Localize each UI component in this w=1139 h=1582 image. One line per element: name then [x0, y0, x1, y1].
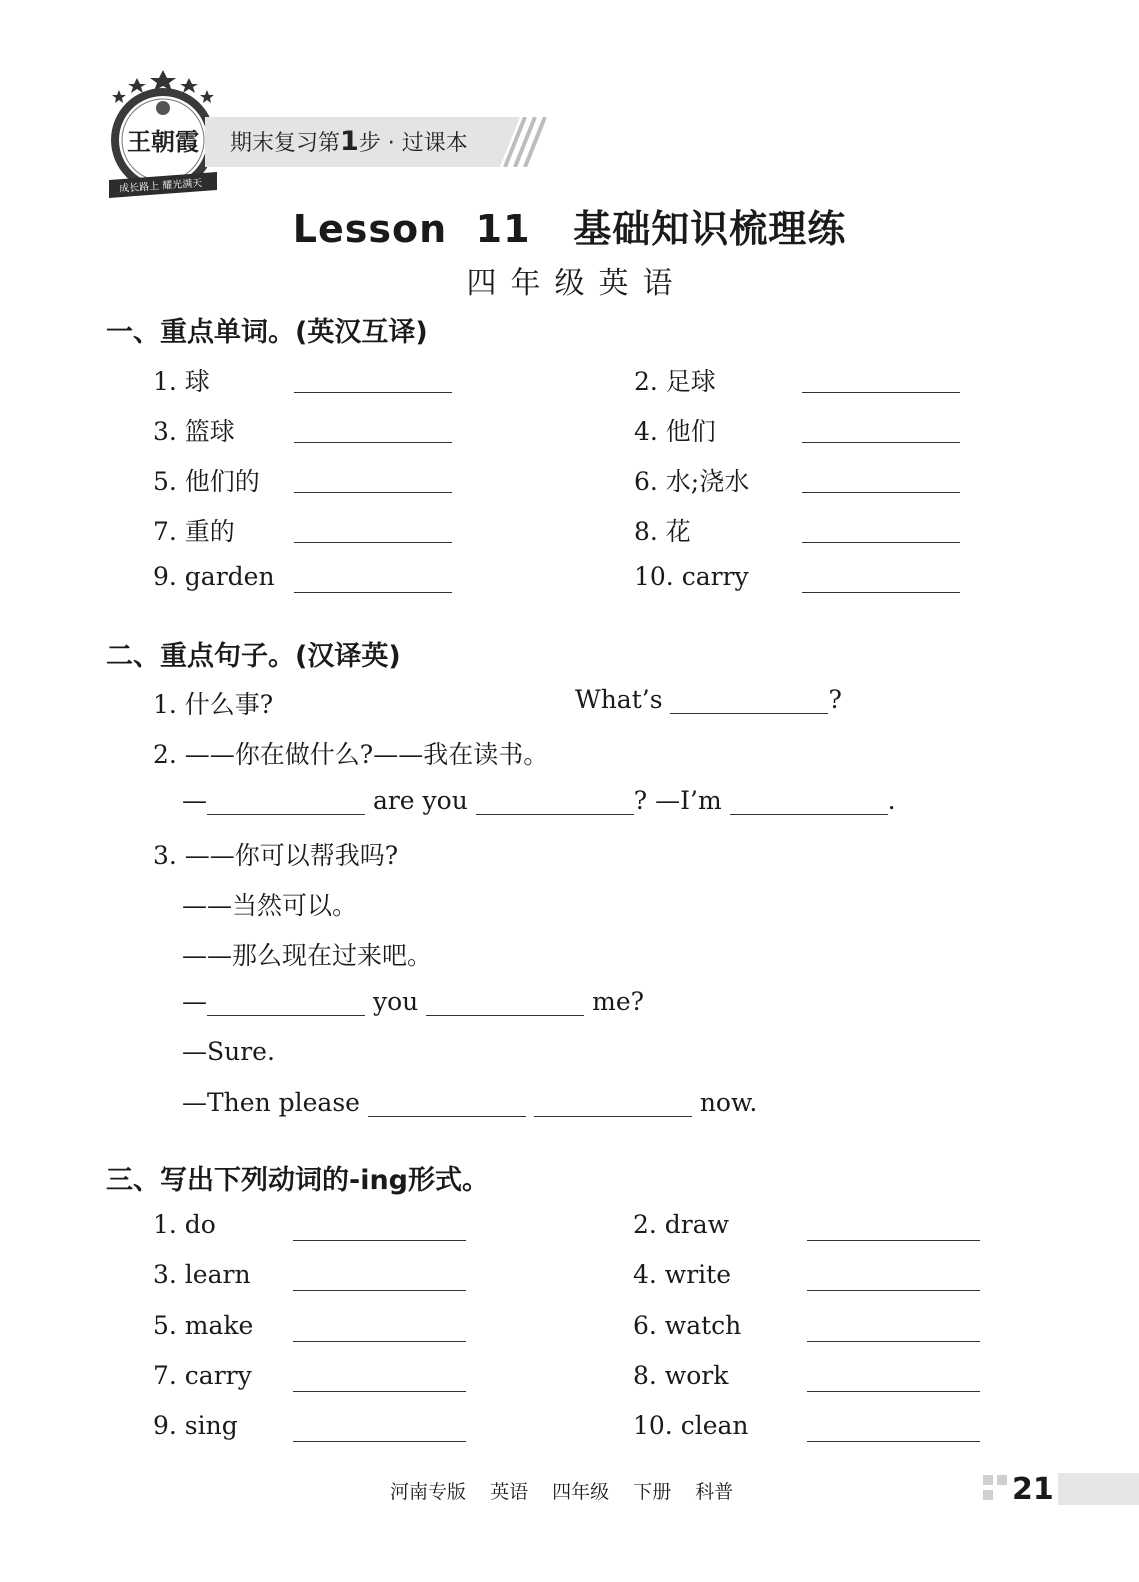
list-item: 2. draw: [633, 1210, 730, 1239]
banner-text: [230, 126, 468, 157]
banner-suffix: 步 · 过课本: [358, 131, 468, 156]
list-item: 4. 他们: [634, 417, 716, 446]
list-item: 7. carry: [153, 1361, 252, 1390]
decor-square: [997, 1475, 1007, 1485]
answer-blank[interactable]: [670, 689, 828, 714]
logo-name: 王朝霞: [127, 128, 199, 156]
question-3-english-3: [182, 1088, 757, 1117]
list-item: 7. 重的: [153, 517, 235, 546]
decor-square: [983, 1475, 993, 1485]
question-3-chinese-2: ——当然可以。: [182, 891, 358, 920]
q2-end: .: [887, 786, 896, 815]
q1-prefix: What’s: [575, 685, 663, 714]
section3-title: 三、写出下列动词的-ing形式。: [106, 1165, 490, 1196]
answer-blank[interactable]: [802, 542, 960, 543]
list-item: 10. clean: [633, 1411, 749, 1440]
banner-prefix: 期末复习第: [230, 131, 341, 156]
list-item: 9. garden: [153, 562, 275, 591]
answer-blank[interactable]: [293, 1240, 466, 1241]
answer-blank[interactable]: [294, 542, 452, 543]
decor-square: [983, 1490, 993, 1500]
banner-step-number: 1: [340, 126, 359, 157]
answer-blank[interactable]: [807, 1290, 980, 1291]
question-3-english-2: —Sure.: [182, 1037, 275, 1066]
answer-blank[interactable]: [802, 392, 960, 393]
question-1-english: [575, 685, 842, 714]
question-3-chinese-3: ——那么现在过来吧。: [182, 941, 433, 970]
answer-blank[interactable]: [426, 991, 584, 1016]
dash: —: [182, 786, 207, 815]
list-item: 8. work: [633, 1361, 729, 1390]
logo-tagline: 成长路上 耀光满天: [118, 178, 203, 195]
answer-blank[interactable]: [807, 1441, 980, 1442]
answer-blank[interactable]: [802, 442, 960, 443]
answer-blank[interactable]: [293, 1290, 466, 1291]
list-item: 5. 他们的: [153, 467, 260, 496]
answer-blank[interactable]: [534, 1092, 692, 1117]
answer-blank[interactable]: [294, 492, 452, 493]
q3-me: me?: [592, 987, 645, 1016]
answer-blank[interactable]: [807, 1391, 980, 1392]
list-item: 10. carry: [634, 562, 749, 591]
answer-blank[interactable]: [368, 1092, 526, 1117]
list-item: 1. do: [153, 1210, 216, 1239]
dash: —: [182, 987, 207, 1016]
list-item: 8. 花: [634, 517, 691, 546]
q2-reply: ? —I’m: [633, 786, 722, 815]
footer-edition: 河南专版: [390, 1481, 467, 1503]
subtitle: 四年级英语: [466, 266, 687, 301]
footer-publisher: 科普: [695, 1481, 734, 1503]
section2-title: 二、重点句子。(汉译英): [106, 641, 401, 672]
q3-now: now.: [699, 1088, 758, 1117]
answer-blank[interactable]: [293, 1341, 466, 1342]
question-3-chinese-1: 3. ——你可以帮我吗?: [153, 841, 399, 870]
list-item: 4. write: [633, 1260, 731, 1289]
answer-blank[interactable]: [294, 592, 452, 593]
answer-blank[interactable]: [807, 1341, 980, 1342]
list-item: 5. make: [153, 1311, 254, 1340]
answer-blank[interactable]: [730, 790, 888, 815]
footer-text: [390, 1477, 751, 1504]
page-number: 21: [1012, 1472, 1054, 1507]
question-2-english: [182, 786, 896, 815]
q3-then: —Then please: [182, 1088, 360, 1117]
lesson-title: Lesson 11 基础知识梳理练: [292, 207, 847, 251]
list-item: 3. 篮球: [153, 417, 235, 446]
section1-title: 一、重点单词。(英汉互译): [106, 317, 428, 348]
answer-blank[interactable]: [802, 492, 960, 493]
answer-blank[interactable]: [207, 991, 365, 1016]
page-bar: [1058, 1473, 1139, 1505]
list-item: 9. sing: [153, 1411, 238, 1440]
footer-grade: 四年级: [552, 1481, 610, 1503]
q2-middle: are you: [372, 786, 468, 815]
list-item: 1. 球: [153, 367, 210, 396]
list-item: 6. 水;浇水: [634, 467, 750, 496]
list-item: 3. learn: [153, 1260, 251, 1289]
list-item: 2. 足球: [634, 367, 716, 396]
footer-volume: 下册: [633, 1481, 672, 1503]
answer-blank[interactable]: [293, 1391, 466, 1392]
answer-blank[interactable]: [476, 790, 634, 815]
q1-end: ?: [828, 685, 842, 714]
publisher-logo: [105, 68, 221, 202]
question-2-chinese: 2. ——你在做什么?——我在读书。: [153, 740, 549, 769]
answer-blank[interactable]: [293, 1441, 466, 1442]
answer-blank[interactable]: [802, 592, 960, 593]
question-3-english-1: [182, 987, 644, 1016]
answer-blank[interactable]: [807, 1240, 980, 1241]
answer-blank[interactable]: [207, 790, 365, 815]
answer-blank[interactable]: [294, 442, 452, 443]
answer-blank[interactable]: [294, 392, 452, 393]
question-1-chinese: 1. 什么事?: [153, 690, 274, 719]
footer-subject: 英语: [490, 1481, 529, 1503]
list-item: 6. watch: [633, 1311, 742, 1340]
q3-you: you: [372, 987, 419, 1016]
